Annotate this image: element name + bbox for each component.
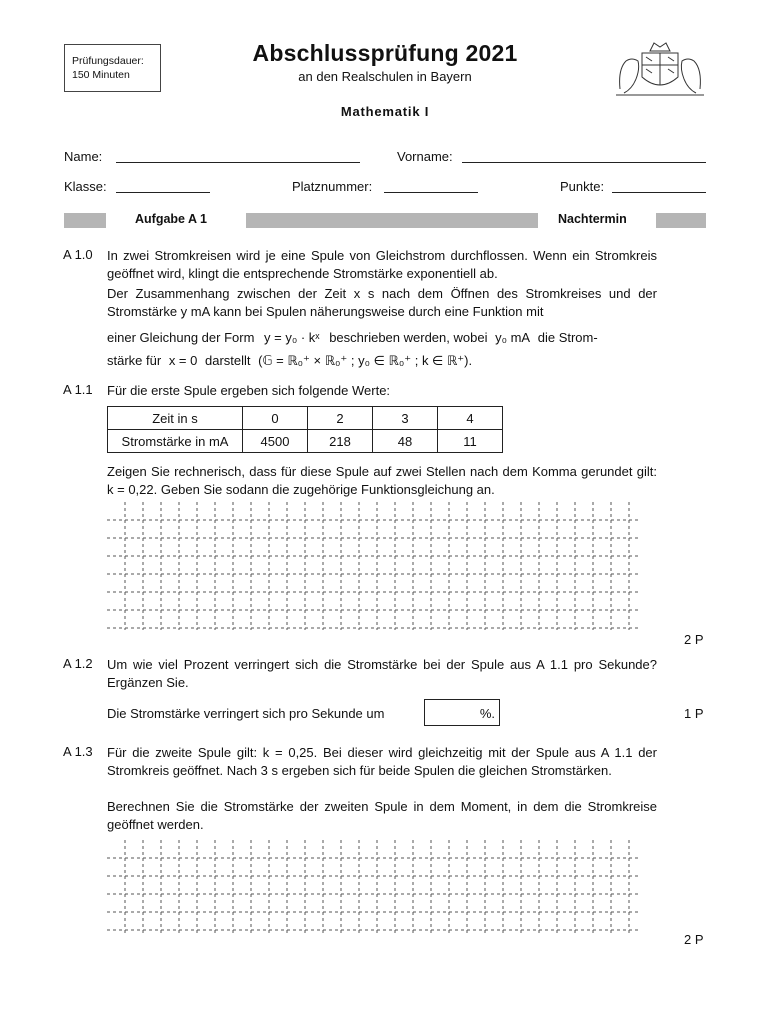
a10-formula: y = y₀ · kˣ [264, 330, 320, 345]
punkte-input-line[interactable] [612, 192, 706, 193]
a10-line3b: beschrieben werden, wobei [329, 330, 488, 345]
points-a11: 2 P [684, 632, 704, 647]
a13-para1: Für die zweite Spule gilt: k = 0,25. Bei dieser wird gleichzeitig mit der Spule aus A 1.1 der Stromkreis geöffnet. Nach 3 s ergeben sich für beide Spulen die gleichen Stromstärken. [107, 745, 657, 778]
percent-answer-box[interactable] [424, 699, 500, 726]
table-cell: Zeit in s [108, 407, 243, 430]
platznummer-label: Platznummer: [292, 179, 373, 194]
task-label: Aufgabe A 1 [135, 212, 207, 226]
task-bar-segment [246, 213, 538, 228]
task-bar-segment [656, 213, 706, 228]
table-cell: 48 [373, 430, 438, 453]
task-number-a12: A 1.2 [63, 656, 93, 671]
a12-answer-prefix: Die Stromstärke verringert sich pro Sekunde um [107, 706, 385, 721]
table-row [108, 407, 503, 430]
punkte-label: Punkte: [560, 179, 605, 194]
a10-line2: Der Zusammenhang zwischen der Zeit x s nach dem Öffnen des Stromkreises und der Stromstärke y mA kann bei Spulen näherungsweise durch eine Funktion mit [107, 286, 657, 319]
a12-answer-suffix: %. [479, 706, 495, 721]
name-label: Name: [64, 149, 103, 164]
a11-intro: Für die erste Spule ergeben sich folgende Werte: [107, 383, 391, 398]
klasse-label: Klasse: [64, 179, 107, 194]
task-bar-segment [64, 213, 106, 228]
table-cell: Stromstärke in mA [108, 430, 243, 453]
points-a13: 2 P [684, 932, 704, 947]
a12-question: Um wie viel Prozent verringert sich die Stromstärke bei der Spule aus A 1.1 pro Sekunde? Ergänzen Sie. [107, 657, 657, 690]
a10-line3 [107, 329, 667, 347]
table-cell: 3 [373, 407, 438, 430]
table-cell: 0 [243, 407, 308, 430]
table-row [108, 430, 503, 453]
a13-para2: Berechnen Sie die Stromstärke der zweiten Spule in dem Moment, in dem die Stromkreise geöffnet werden. [107, 799, 657, 832]
a10-line4 [107, 352, 657, 370]
task-number-a11: A 1.1 [63, 382, 93, 397]
a10-domain: (𝔾 = ℝ₀⁺ × ℝ₀⁺ ; y₀ ∈ ℝ₀⁺ ; k ∈ ℝ⁺). [258, 353, 473, 368]
task-number-a10: A 1.0 [63, 247, 93, 262]
points-a12: 1 P [684, 706, 704, 721]
name-input-line[interactable] [116, 162, 360, 163]
table-cell: 4 [438, 407, 503, 430]
subject-title: Mathematik I [340, 104, 430, 119]
a10-line4a: stärke für [107, 353, 162, 368]
table-cell: 4500 [243, 430, 308, 453]
vorname-label: Vorname: [397, 149, 453, 164]
a11-task: Zeigen Sie rechnerisch, dass für diese Spule auf zwei Stellen nach dem Komma gerundet gilt: k = 0,22. Geben Sie sodann die zugehörige Funktionsgleichung an. [107, 464, 657, 497]
a10-y0-unit: y₀ mA [495, 330, 531, 345]
answer-grid[interactable] [107, 502, 639, 630]
answer-grid[interactable] [107, 840, 639, 934]
a10-x0: x = 0 [168, 353, 198, 368]
table-cell: 11 [438, 430, 503, 453]
a10-line3c: die Strom- [537, 330, 598, 345]
duration-value: 150 Minuten [72, 69, 130, 81]
page-subtitle: an den Realschulen in Bayern [298, 69, 472, 84]
duration-label: Prüfungsdauer: [72, 55, 144, 67]
term-label: Nachtermin [558, 212, 627, 226]
duration-box [64, 44, 161, 92]
page-title: Abschlussprüfung 2021 [252, 40, 518, 66]
table-cell: 218 [308, 430, 373, 453]
platznummer-input-line[interactable] [384, 192, 478, 193]
task-number-a13: A 1.3 [63, 744, 93, 759]
bavarian-coat-of-arms-icon [612, 39, 708, 97]
a10-line3a: einer Gleichung der Form [107, 330, 255, 345]
value-table [107, 406, 503, 453]
a10-line4b: darstellt [204, 353, 251, 368]
klasse-input-line[interactable] [116, 192, 210, 193]
vorname-input-line[interactable] [462, 162, 706, 163]
a10-line1: In zwei Stromkreisen wird je eine Spule von Gleichstrom durchflossen. Wenn ein Stromkreis geöffnet wird, klingt die entsprechende Stromstärke exponentiell ab. [107, 248, 657, 281]
table-cell: 2 [308, 407, 373, 430]
